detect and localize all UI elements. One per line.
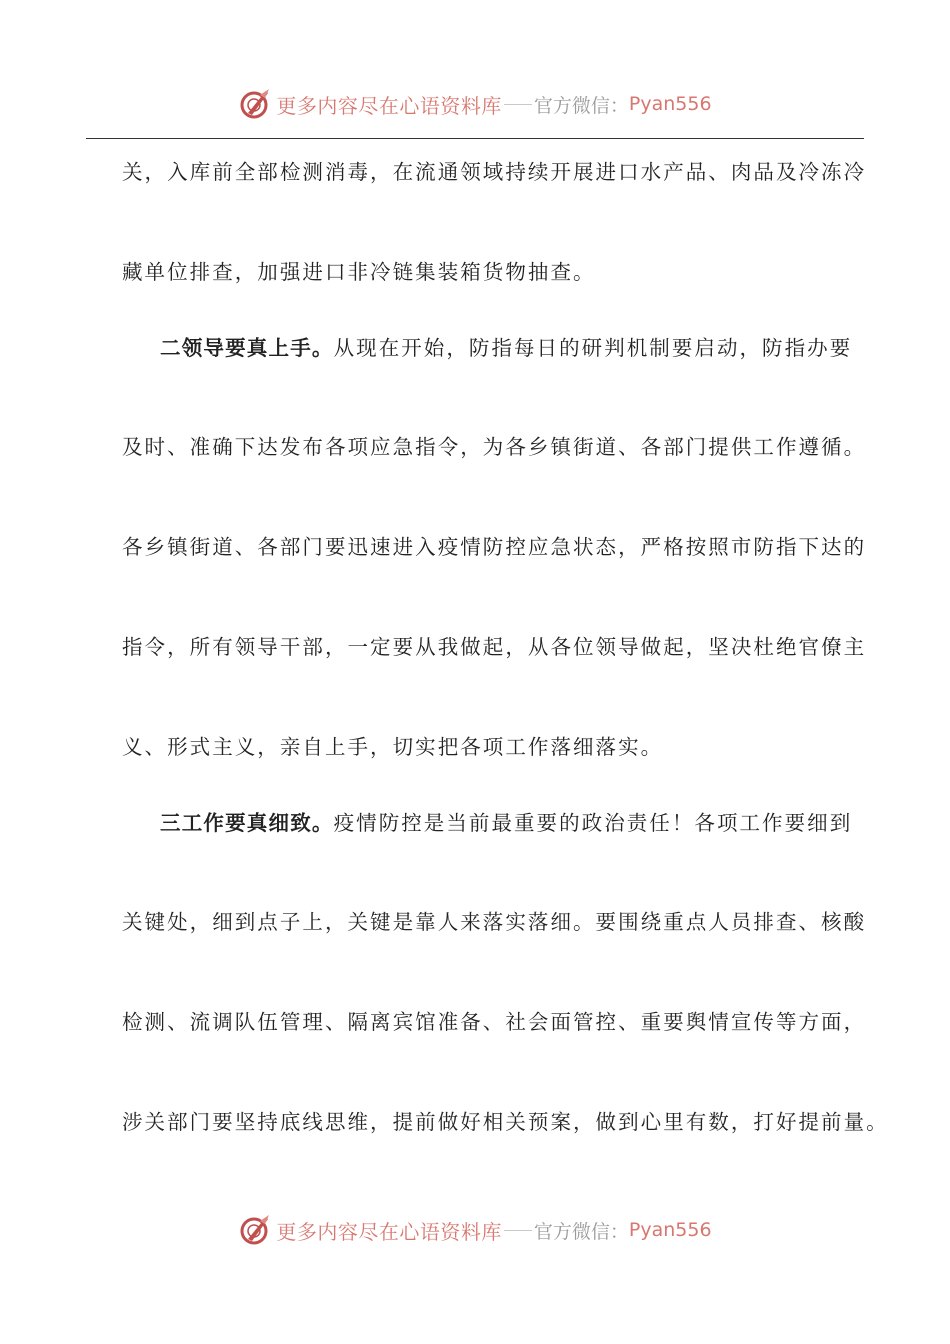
paragraph-2-heading: 二领导要真上手。 [160, 336, 334, 360]
footer-banner-dash [504, 1230, 532, 1231]
quill-seal-icon [238, 1213, 272, 1247]
quill-seal-icon [238, 87, 272, 121]
footer-wechat-id: Pyan556 [628, 1219, 712, 1241]
paragraph-3-text: 疫情防控是当前最重要的政治责任！各项工作要细到 [333, 811, 853, 835]
body-line-1: 关，入库前全部检测消毒，在流通领域持续开展进口水产品、肉品及冷冻冷 [122, 160, 867, 184]
paragraph-2-first-line [160, 333, 920, 363]
paragraph-2-line-5: 义、形式主义，亲自上手，切实把各项工作落细落实。 [122, 735, 664, 759]
paragraph-3-heading: 三工作要真细致。 [160, 811, 334, 835]
banner-text: 更多内容尽在心语资料库 [276, 93, 502, 118]
footer-wechat-label: 官方微信： [533, 1220, 629, 1243]
paragraph-2-line-2: 及时、准确下达发布各项应急指令，为各乡镇街道、各部门提供工作遵循。 [122, 435, 867, 459]
banner-dash [504, 104, 532, 105]
footer-banner-text: 更多内容尽在心语资料库 [276, 1219, 502, 1244]
header-banner [0, 84, 950, 124]
header-rule [86, 138, 864, 139]
paragraph-2-line-3: 各乡镇街道、各部门要迅速进入疫情防控应急状态，严格按照市防指下达的 [122, 535, 867, 559]
paragraph-3-line-3: 检测、流调队伍管理、隔离宾馆准备、社会面管控、重要舆情宣传等方面， [122, 1010, 867, 1034]
paragraph-2-line-4: 指令，所有领导干部，一定要从我做起，从各位领导做起，坚决杜绝官僚主 [122, 635, 867, 659]
paragraph-3-first-line [160, 808, 920, 838]
banner-wechat-label: 官方微信： [533, 94, 629, 117]
body-line-2: 藏单位排查，加强进口非冷链集装箱货物抽查。 [122, 260, 596, 284]
paragraph-2-text: 从现在开始，防指每日的研判机制要启动，防指办要 [333, 336, 853, 360]
paragraph-3-line-4: 涉关部门要坚持底线思维，提前做好相关预案，做到心里有数，打好提前量。 [122, 1110, 889, 1134]
footer-banner [0, 1210, 950, 1250]
paragraph-3-line-2: 关键处，细到点子上，关键是靠人来落实落细。要围绕重点人员排查、核酸 [122, 910, 867, 934]
banner-wechat-id: Pyan556 [628, 93, 712, 115]
